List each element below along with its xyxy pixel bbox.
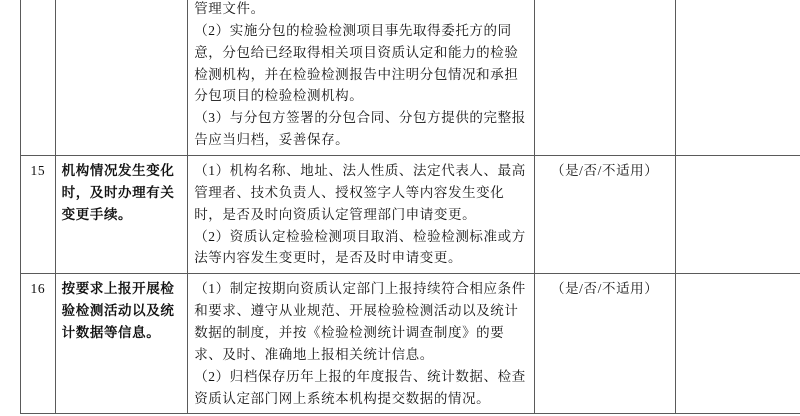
requirement-line: （3）与分包方签署的分包合同、分包方提供的完整报告应当归档，妥善保存。 bbox=[194, 110, 526, 148]
requirement-line: （2）实施分包的检验检测项目事先取得委托方的同意，分包给已经取得相关项目资质认定和能力的检验检测机构，并在检验检测报告中注明分包情况和承担分包项目的检验检测机构。 bbox=[194, 22, 519, 104]
row-item: 机构情况发生变化时，及时办理有关变更手续。 bbox=[55, 156, 188, 274]
requirement-line: 管理文件。 bbox=[194, 1, 265, 16]
row-note bbox=[675, 156, 800, 274]
row-number bbox=[21, 0, 56, 156]
requirement-line: （1）机构名称、地址、法人性质、法定代表人、最高管理者、技术负责人、授权签字人等内容发生变化时，是否及时向资质认定管理部门申请变更。 bbox=[194, 163, 526, 222]
checklist-table bbox=[20, 0, 800, 414]
table-row bbox=[21, 156, 800, 274]
row-item bbox=[55, 0, 188, 156]
row-requirements bbox=[188, 274, 535, 414]
row-item: 按要求上报开展检验检测活动以及统计数据等信息。 bbox=[55, 274, 188, 414]
row-note bbox=[675, 274, 800, 414]
row-result: （是/否/不适用） bbox=[534, 274, 675, 414]
row-number: 16 bbox=[21, 274, 56, 414]
row-result bbox=[534, 0, 675, 156]
table-row bbox=[21, 274, 800, 414]
row-requirements bbox=[188, 156, 535, 274]
row-requirements bbox=[188, 0, 535, 156]
requirement-line: （1）制定按期向资质认定部门上报持续符合相应条件和要求、遵守从业规范、开展检验检测活动以及统计数据的制度，并按《检验检测统计调查制度》的要求、及时、准确地上报相关统计信息。 bbox=[194, 281, 526, 362]
row-result: （是/否/不适用） bbox=[534, 156, 675, 274]
requirement-line: （2）资质认定检验检测项目取消、检验检测标准或方法等内容发生变更时，是否及时申请变更。 bbox=[194, 228, 526, 266]
table-row bbox=[21, 0, 800, 156]
requirement-line: （2）归档保存历年上报的年度报告、统计数据、检查资质认定部门网上系统本机构提交数据的情况。 bbox=[194, 368, 526, 406]
row-note bbox=[675, 0, 800, 156]
row-number: 15 bbox=[21, 156, 56, 274]
